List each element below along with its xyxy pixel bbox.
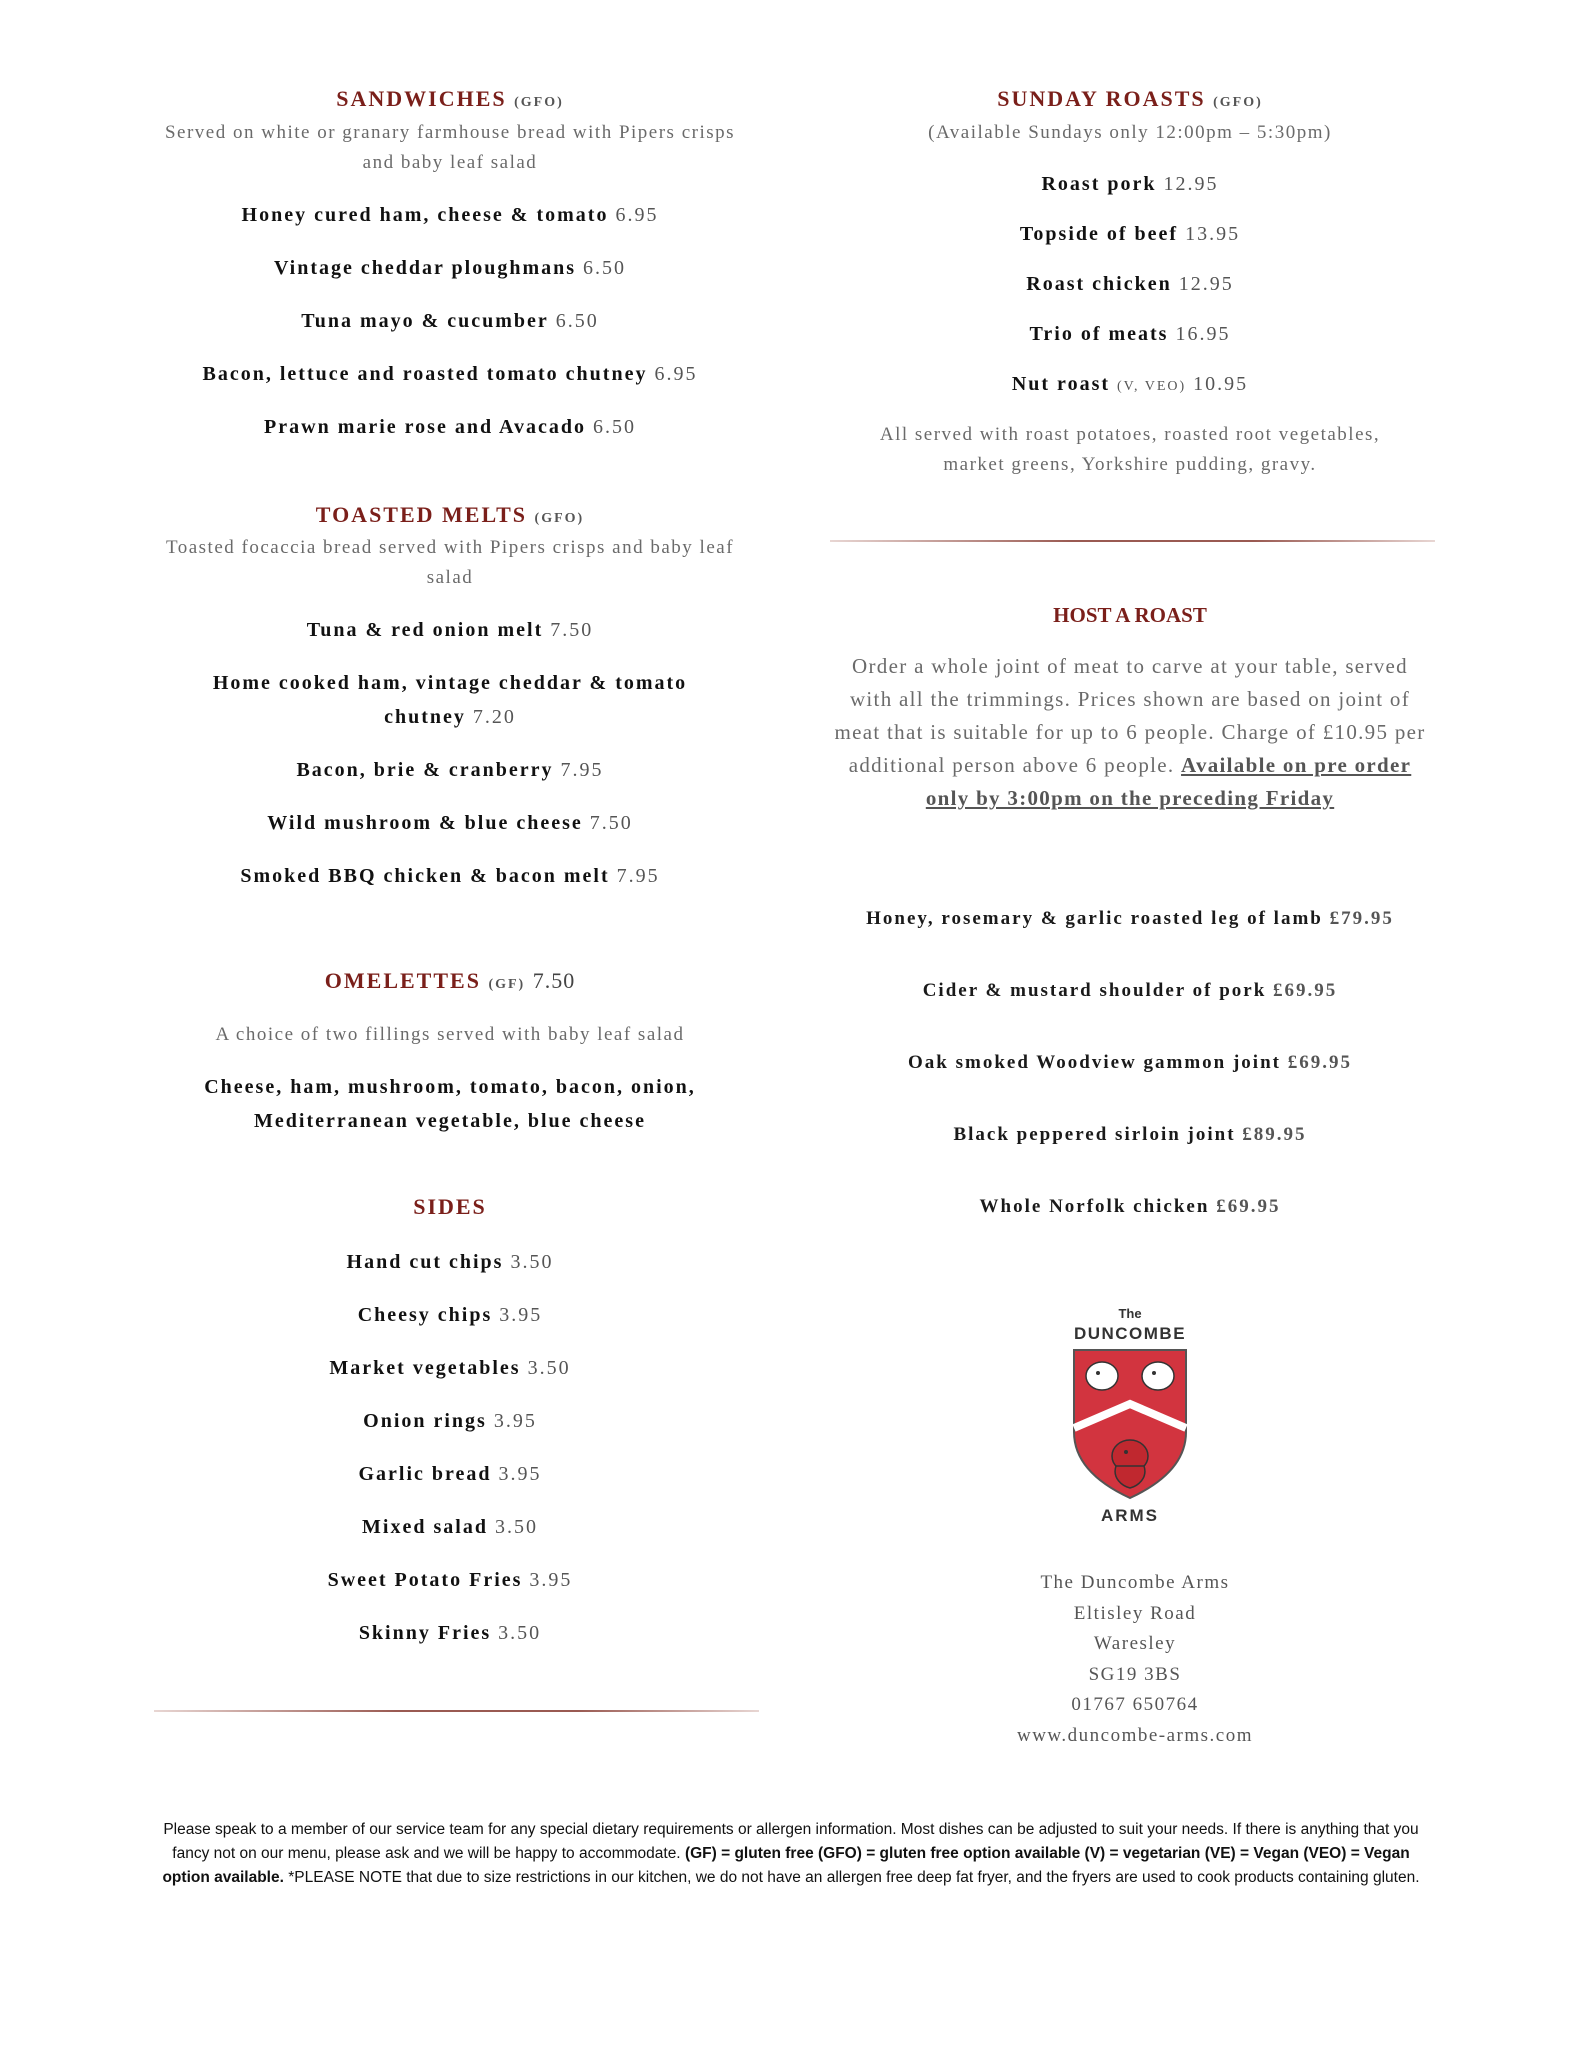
host-note: Available on pre order only by 3:00pm on the preceding Friday xyxy=(925,753,1412,810)
divider xyxy=(830,540,1435,542)
melts-description: Toasted focaccia bread served with Pipers crisps and baby leaf salad xyxy=(165,537,735,588)
menu-item: Whole Norfolk chicken £69.95 xyxy=(979,1196,1281,1217)
menu-item: Hand cut chips 3.50 xyxy=(346,1251,554,1273)
menu-item: Oak smoked Woodview gammon joint £69.95 xyxy=(908,1052,1352,1073)
website-link[interactable]: www.duncombe-arms.com xyxy=(1016,1724,1254,1746)
footer-text: Please speak to a member of our service team for any special dietary requirements or allergen information. Most dishes can be adjusted to suit your needs. If there is anything that you fancy not on our menu, please ask and we will be happy to accommodate. xyxy=(163,1821,1419,1862)
omelettes-heading xyxy=(150,968,750,994)
divider xyxy=(154,1710,759,1712)
melts-title: TOASTED MELTS xyxy=(315,502,528,527)
address-name: The Duncombe Arms xyxy=(1040,1572,1230,1593)
menu-item: Smoked BBQ chicken & bacon melt 7.95 xyxy=(240,865,660,887)
menu-item: Roast pork 12.95 xyxy=(1041,173,1219,195)
omelettes-price: 7.50 xyxy=(532,968,576,993)
roasts-heading xyxy=(830,86,1430,112)
menu-item: Home cooked ham, vintage cheddar & tomato chutney 7.20 xyxy=(212,672,688,728)
sides-heading xyxy=(150,1194,750,1220)
menu-item: Market vegetables 3.50 xyxy=(329,1357,571,1379)
logo-name: DUNCOMBE xyxy=(1073,1324,1187,1343)
menu-item: Sweet Potato Fries 3.95 xyxy=(327,1569,573,1591)
footer-key: (GF) = gluten free (GFO) = gluten free option available (V) = vegetarian (VE) = Vegan (VEO) = Vegan option available. xyxy=(162,1845,1410,1886)
menu-item: Onion rings 3.95 xyxy=(363,1410,537,1432)
omelettes-fillings: Cheese, ham, mushroom, tomato, bacon, onion, Mediterranean vegetable, blue cheese xyxy=(204,1076,696,1132)
menu-item: Honey, rosemary & garlic roasted leg of lamb £79.95 xyxy=(866,908,1394,929)
menu-item: Bacon, lettuce and roasted tomato chutney 6.95 xyxy=(202,363,698,385)
logo-arms: ARMS xyxy=(1100,1506,1160,1525)
logo-the: The xyxy=(1118,1306,1142,1321)
menu-item: Wild mushroom & blue cheese 7.50 xyxy=(267,812,633,834)
menu-item: Nut roast (V, VEO) 10.95 xyxy=(1011,373,1249,395)
omelettes-tag: (GF) xyxy=(488,977,526,992)
sides-title: SIDES xyxy=(413,1194,487,1219)
menu-item: Bacon, brie & cranberry 7.95 xyxy=(296,759,604,781)
menu-item: Cheesy chips 3.95 xyxy=(357,1304,543,1326)
omelettes-description: A choice of two fillings served with baby leaf salad xyxy=(215,1024,685,1045)
melts-tag: (GFO) xyxy=(534,511,585,526)
sandwiches-tag: (GFO) xyxy=(514,95,564,110)
omelettes-title: OMELETTES xyxy=(324,968,481,993)
menu-item: Garlic bread 3.95 xyxy=(358,1463,542,1485)
sandwiches-description: Served on white or granary farmhouse bread with Pipers crisps and baby leaf salad xyxy=(164,122,736,173)
sandwiches-heading xyxy=(150,86,750,112)
menu-item: Black peppered sirloin joint £89.95 xyxy=(953,1124,1307,1145)
menu-item: Tuna & red onion melt 7.50 xyxy=(306,619,594,641)
menu-item: Cider & mustard shoulder of pork £69.95 xyxy=(922,980,1338,1001)
menu-item: Roast chicken 12.95 xyxy=(1026,273,1234,295)
shield-icon xyxy=(1072,1348,1188,1500)
roasts-served-with: All served with roast potatoes, roasted root vegetables, market greens, Yorkshire pudding, gravy. xyxy=(879,424,1381,475)
address-phone: 01767 650764 xyxy=(1071,1694,1199,1715)
address-postcode: SG19 3BS xyxy=(1088,1663,1182,1685)
footer-note: *PLEASE NOTE that due to size restrictions in our kitchen, we do not have an allergen free deep fat fryer, and the fryers are used to cook products containing gluten. xyxy=(288,1869,1420,1886)
roasts-tag: (GFO) xyxy=(1213,95,1263,110)
address-town: Waresley xyxy=(1093,1633,1177,1654)
host-title: HOST A ROAST xyxy=(1053,603,1207,627)
melts-heading xyxy=(150,502,750,528)
menu-item: Tuna mayo & cucumber 6.50 xyxy=(301,310,599,332)
address-street: Eltisley Road xyxy=(1073,1602,1197,1624)
menu-item: Mixed salad 3.50 xyxy=(362,1516,538,1538)
menu-item: Prawn marie rose and Avacado 6.50 xyxy=(264,416,636,438)
menu-item: Honey cured ham, cheese & tomato 6.95 xyxy=(241,204,659,226)
menu-item: Vintage cheddar ploughmans 6.50 xyxy=(273,257,627,279)
allergen-footer xyxy=(150,1818,1432,1890)
host-description: Order a whole joint of meat to carve at your table, served with all the trimmings. Prices shown are based on joint of meat that is suitable for up to 6 people. Charge of £10.95 per additional person above 6 people. Available on pre order only by 3:00pm on the preceding Friday xyxy=(834,654,1426,810)
menu-item: Skinny Fries 3.50 xyxy=(358,1622,542,1644)
roasts-title: SUNDAY ROASTS xyxy=(997,86,1206,111)
duncombe-arms-logo xyxy=(1060,1300,1200,1530)
menu-item: Topside of beef 13.95 xyxy=(1019,223,1241,245)
sandwiches-title: SANDWICHES xyxy=(336,86,507,111)
address-block xyxy=(835,1568,1435,1751)
roasts-availability: (Available Sundays only 12:00pm – 5:30pm) xyxy=(928,122,1332,143)
menu-item: Trio of meats 16.95 xyxy=(1029,323,1231,345)
